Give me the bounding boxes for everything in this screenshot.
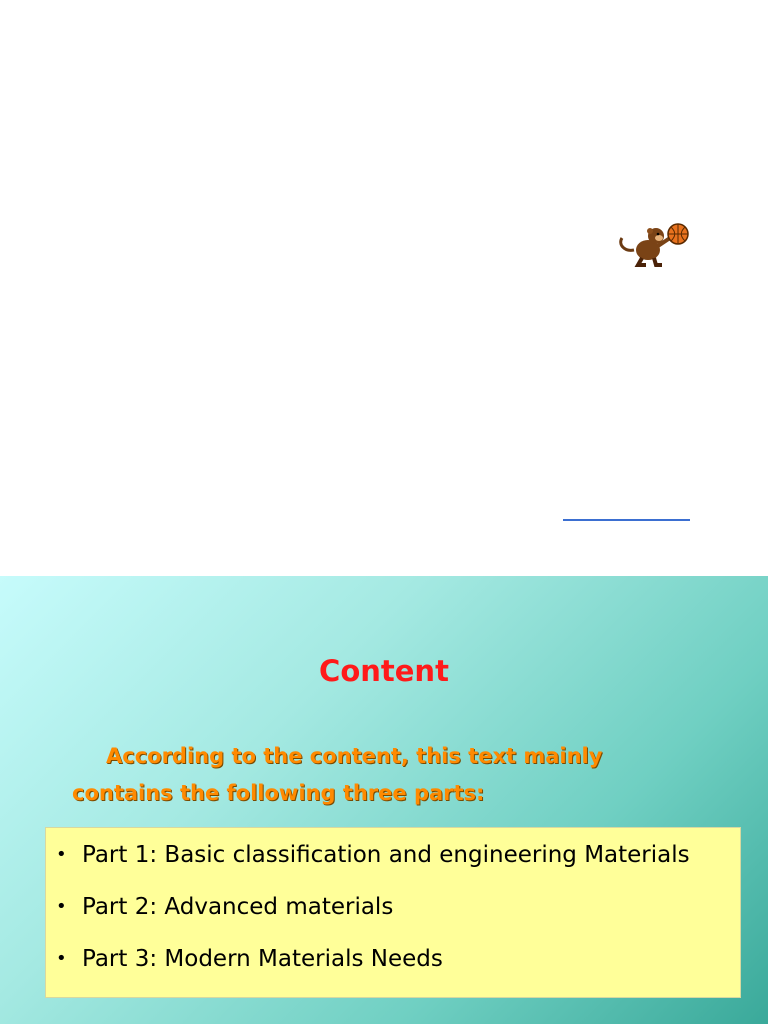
bullet-icon: • bbox=[56, 896, 67, 917]
parts-box bbox=[45, 827, 741, 998]
content-slide bbox=[0, 576, 768, 1024]
bullet-icon: • bbox=[56, 948, 67, 969]
monkey-basketball-icon bbox=[612, 216, 694, 270]
intro-line-1: According to the content, this text mainly bbox=[106, 744, 603, 768]
intro-line-2: contains the following three parts: bbox=[72, 781, 485, 805]
intro-text bbox=[72, 738, 712, 812]
link-underline[interactable] bbox=[563, 519, 690, 521]
part-1-text: Part 1: Basic classification and engineering Materials bbox=[82, 842, 690, 868]
part-2-text: Part 2: Advanced materials bbox=[82, 894, 394, 920]
slide-title: Content bbox=[319, 654, 449, 688]
part-3-text: Part 3: Modern Materials Needs bbox=[82, 946, 443, 972]
list-item bbox=[56, 894, 393, 920]
bullet-icon: • bbox=[56, 844, 67, 865]
list-item bbox=[56, 946, 443, 972]
list-item bbox=[56, 842, 690, 868]
